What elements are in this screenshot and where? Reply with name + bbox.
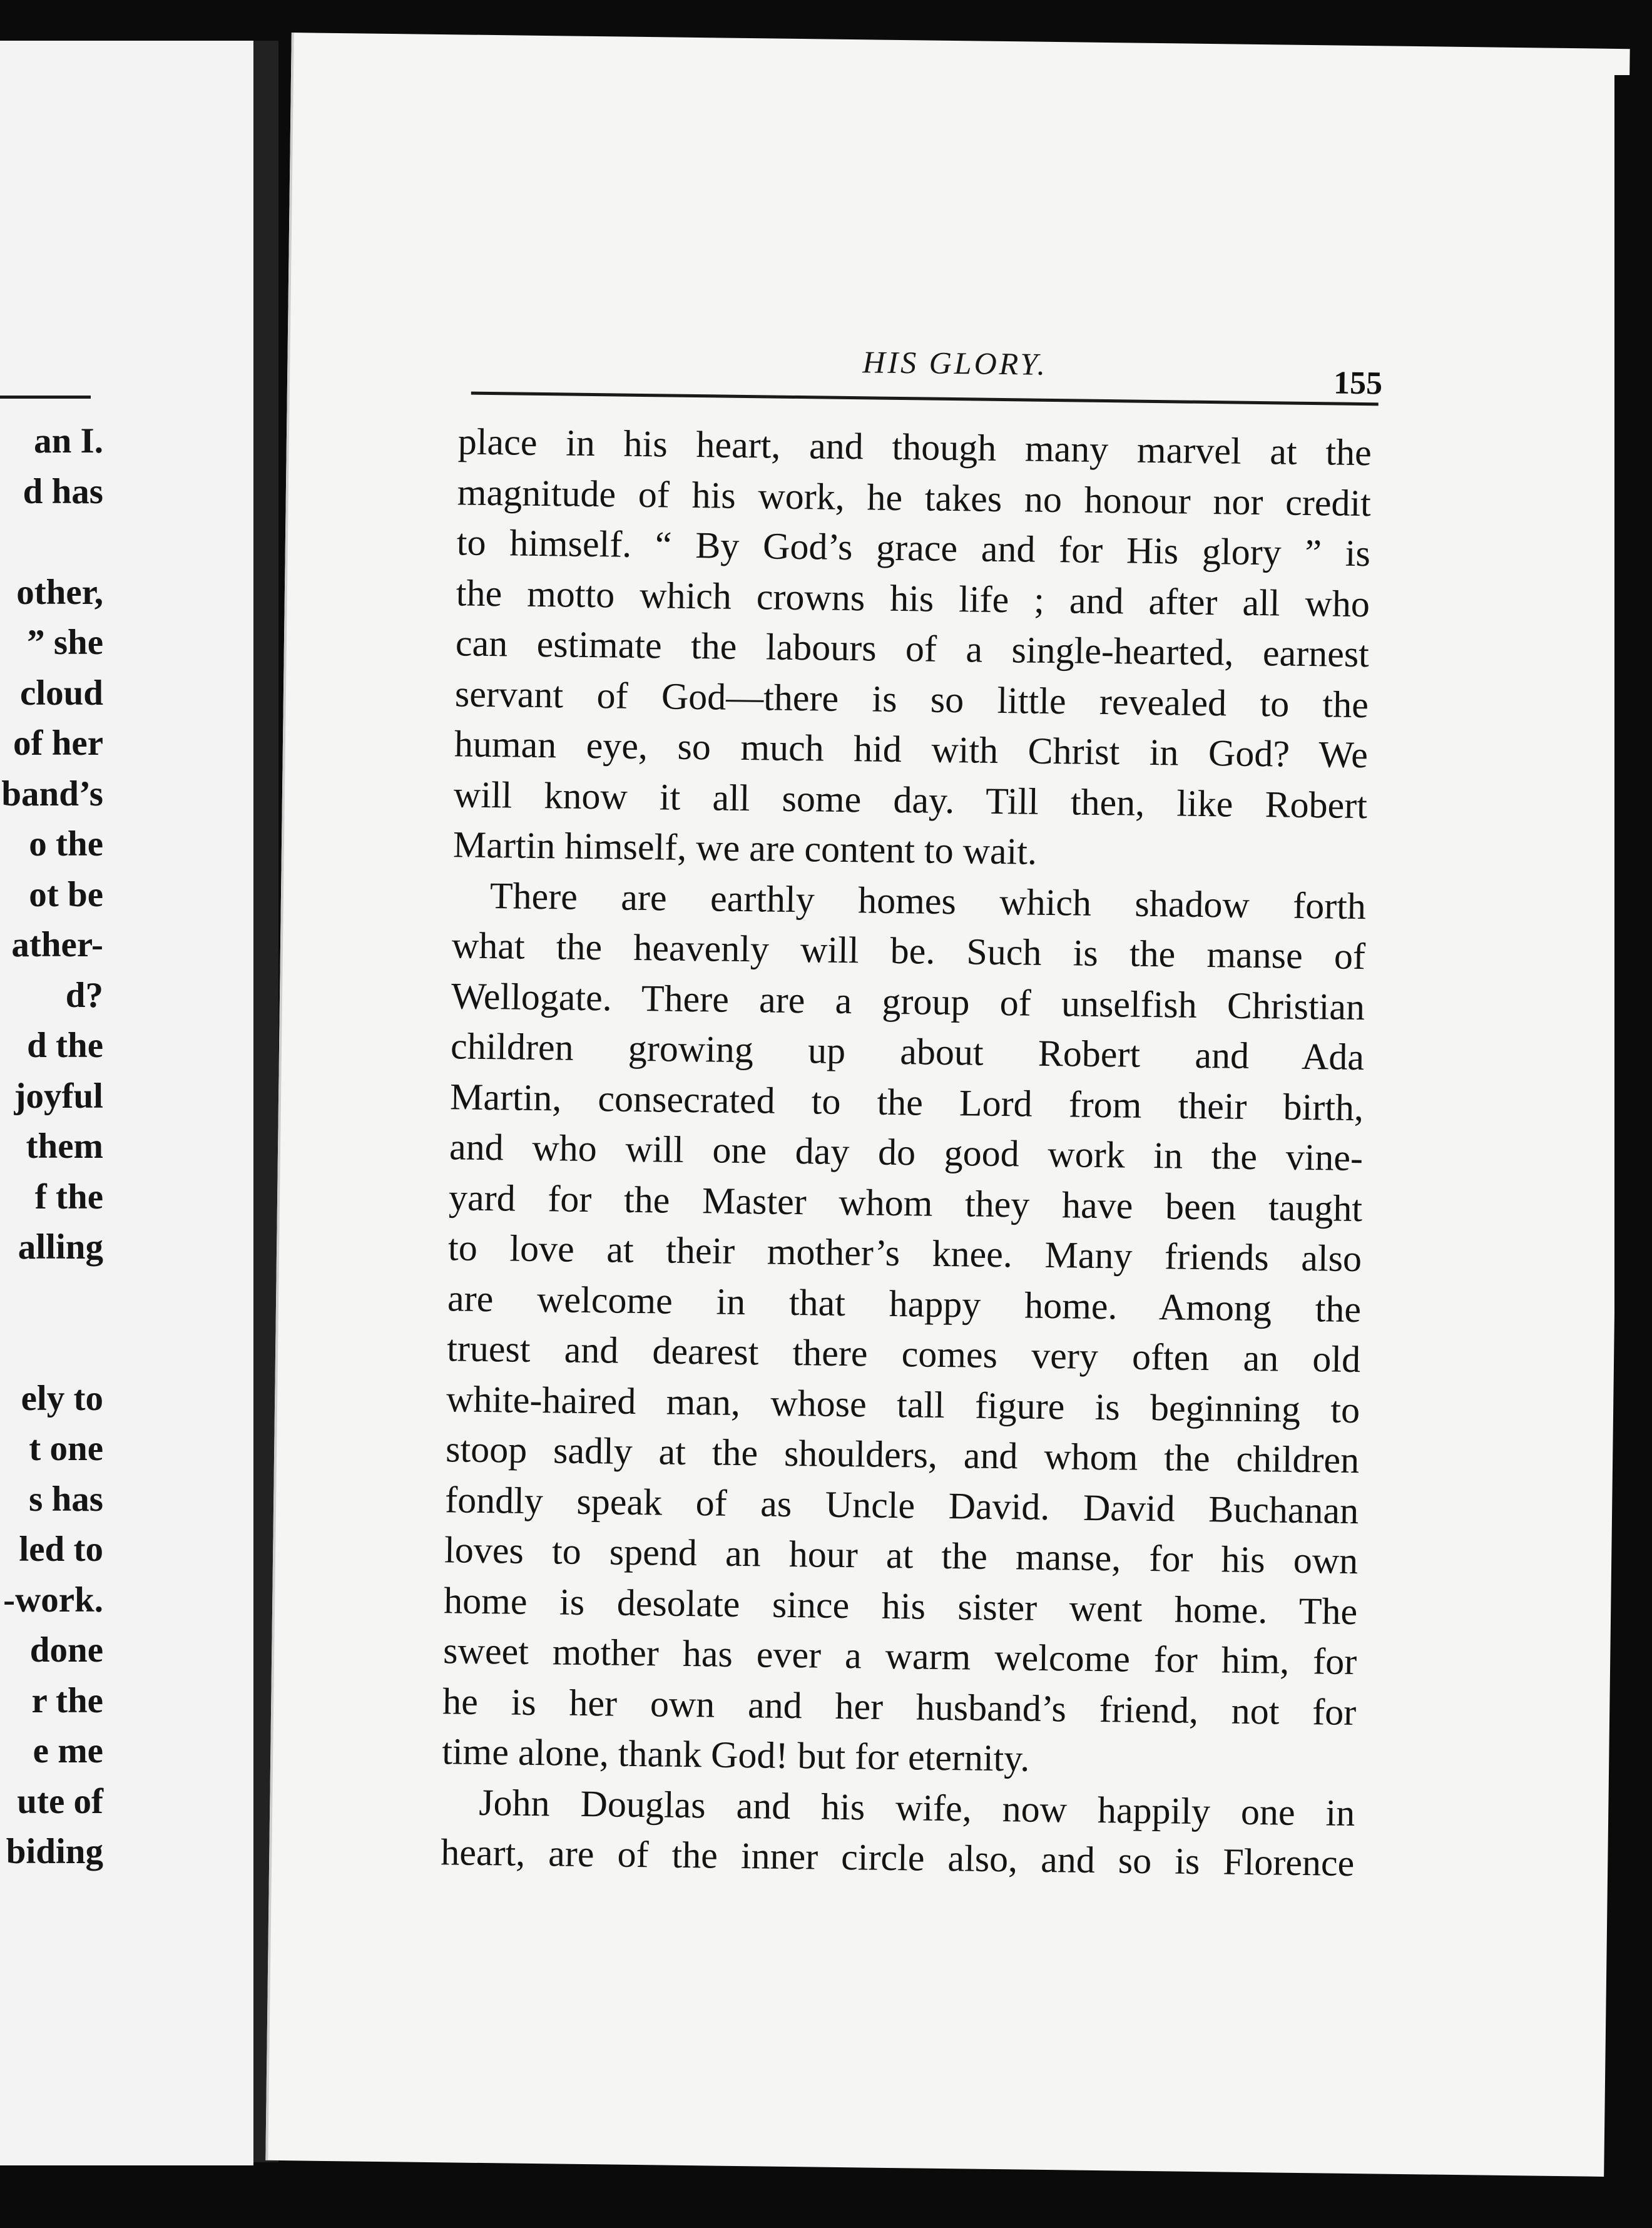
- text-line: stoop sadly at the shoulders, and whom the children: [445, 1428, 1360, 1481]
- text-line: place in his heart, and though many marvel at the: [457, 421, 1372, 474]
- text-line: to himself. “ By God’s grace and for His glory ” is: [456, 521, 1371, 575]
- previous-page-line: other,: [16, 572, 103, 612]
- previous-page-line: biding: [6, 1832, 103, 1871]
- previous-page-line: an I.: [34, 421, 103, 461]
- text-line: Martin, consecrated to the Lord from their birth,: [449, 1075, 1364, 1128]
- previous-page-line: d?: [65, 975, 103, 1015]
- previous-page-line: [0, 517, 103, 568]
- previous-page-line: f the: [34, 1177, 103, 1217]
- previous-page-line: r the: [31, 1680, 103, 1720]
- previous-page-line: t one: [29, 1429, 103, 1468]
- text-line: what the heavenly will be. Such is the manse of: [451, 924, 1366, 978]
- text-line: yard for the Master whom they have been taught: [448, 1176, 1363, 1229]
- text-line: and who will one day do good work in the vine-: [449, 1126, 1364, 1179]
- previous-page-line: them: [26, 1127, 103, 1166]
- text-line: children growing up about Robert and Ada: [450, 1025, 1365, 1078]
- previous-page-line: o the: [29, 824, 103, 864]
- text-line: time alone, thank God! but for eternity.: [441, 1730, 1030, 1779]
- page-number: 155: [1333, 365, 1383, 402]
- previous-page-line: d the: [27, 1026, 103, 1065]
- text-line: servant of God—there is so little revealed to the: [454, 672, 1369, 725]
- previous-page-line: ely to: [21, 1378, 103, 1418]
- text-line: home is desolate since his sister went home. The: [443, 1579, 1358, 1632]
- text-line: are welcome in that happy home. Among the: [447, 1277, 1362, 1330]
- running-head-title: HIS GLORY.: [862, 344, 1048, 382]
- previous-page-line: ” she: [27, 623, 103, 662]
- text-line: he is her own and her husband’s friend, not for: [442, 1680, 1357, 1733]
- previous-page-fragment: [0, 41, 253, 2165]
- text-line: human eye, so much hid with Christ in God? We: [454, 723, 1369, 776]
- previous-page-line: joyful: [14, 1076, 103, 1116]
- text-line: will know it all some day. Till then, like Robert: [453, 773, 1368, 826]
- text-line: white-haired man, whose tall figure is beginning to: [446, 1377, 1360, 1431]
- running-head: [290, 295, 1627, 424]
- previous-page-line: band’s: [1, 774, 103, 814]
- header-rule: [471, 392, 1379, 406]
- text-line: truest and dearest there comes very often an old: [446, 1327, 1361, 1381]
- text-line: Martin himself, we are content to wait.: [452, 824, 1038, 872]
- previous-page-line: [0, 1323, 103, 1374]
- previous-page-text: [0, 416, 103, 1878]
- previous-page-line: ather-: [11, 925, 103, 964]
- previous-page-line: ute of: [17, 1781, 103, 1821]
- previous-page-line: [0, 1273, 103, 1324]
- previous-page-line: ot be: [29, 874, 103, 914]
- previous-page-line: done: [29, 1630, 103, 1670]
- text-line: heart, are of the inner circle also, and so is Florence: [440, 1831, 1355, 1884]
- previous-page-header-rule: [0, 396, 91, 399]
- previous-page-line: led to: [19, 1530, 103, 1569]
- text-line: to love at their mother’s knee. Many friends also: [447, 1227, 1362, 1280]
- text-line: There are earthly homes which shadow forth: [489, 874, 1367, 927]
- scan-background-edge: [1614, 75, 1639, 2153]
- previous-page-line: -work.: [3, 1580, 103, 1620]
- previous-page-line: s has: [29, 1479, 103, 1519]
- text-line: the motto which crowns his life ; and after all who: [456, 571, 1370, 625]
- text-line: fondly speak of as Uncle David. David Buchanan: [444, 1478, 1359, 1531]
- text-line: Wellogate. There are a group of unselfish Christian: [451, 974, 1365, 1028]
- previous-page-line: cloud: [19, 673, 103, 713]
- previous-page-line: e me: [33, 1731, 103, 1771]
- previous-page-line: of her: [13, 723, 103, 763]
- page-body-text: [441, 416, 1372, 1888]
- text-line: magnitude of his work, he takes no honour nor credit: [457, 471, 1372, 524]
- current-page: [265, 33, 1629, 2177]
- text-line: loves to spend an hour at the manse, for his own: [444, 1529, 1359, 1582]
- previous-page-line: d has: [23, 471, 103, 511]
- text-line: John Douglas and his wife, now happily one in: [478, 1781, 1355, 1834]
- text-line: sweet mother has ever a warm welcome for him, for: [442, 1630, 1357, 1683]
- text-line: can estimate the labours of a single-hearted, earnest: [455, 622, 1370, 675]
- previous-page-line: alling: [18, 1227, 103, 1267]
